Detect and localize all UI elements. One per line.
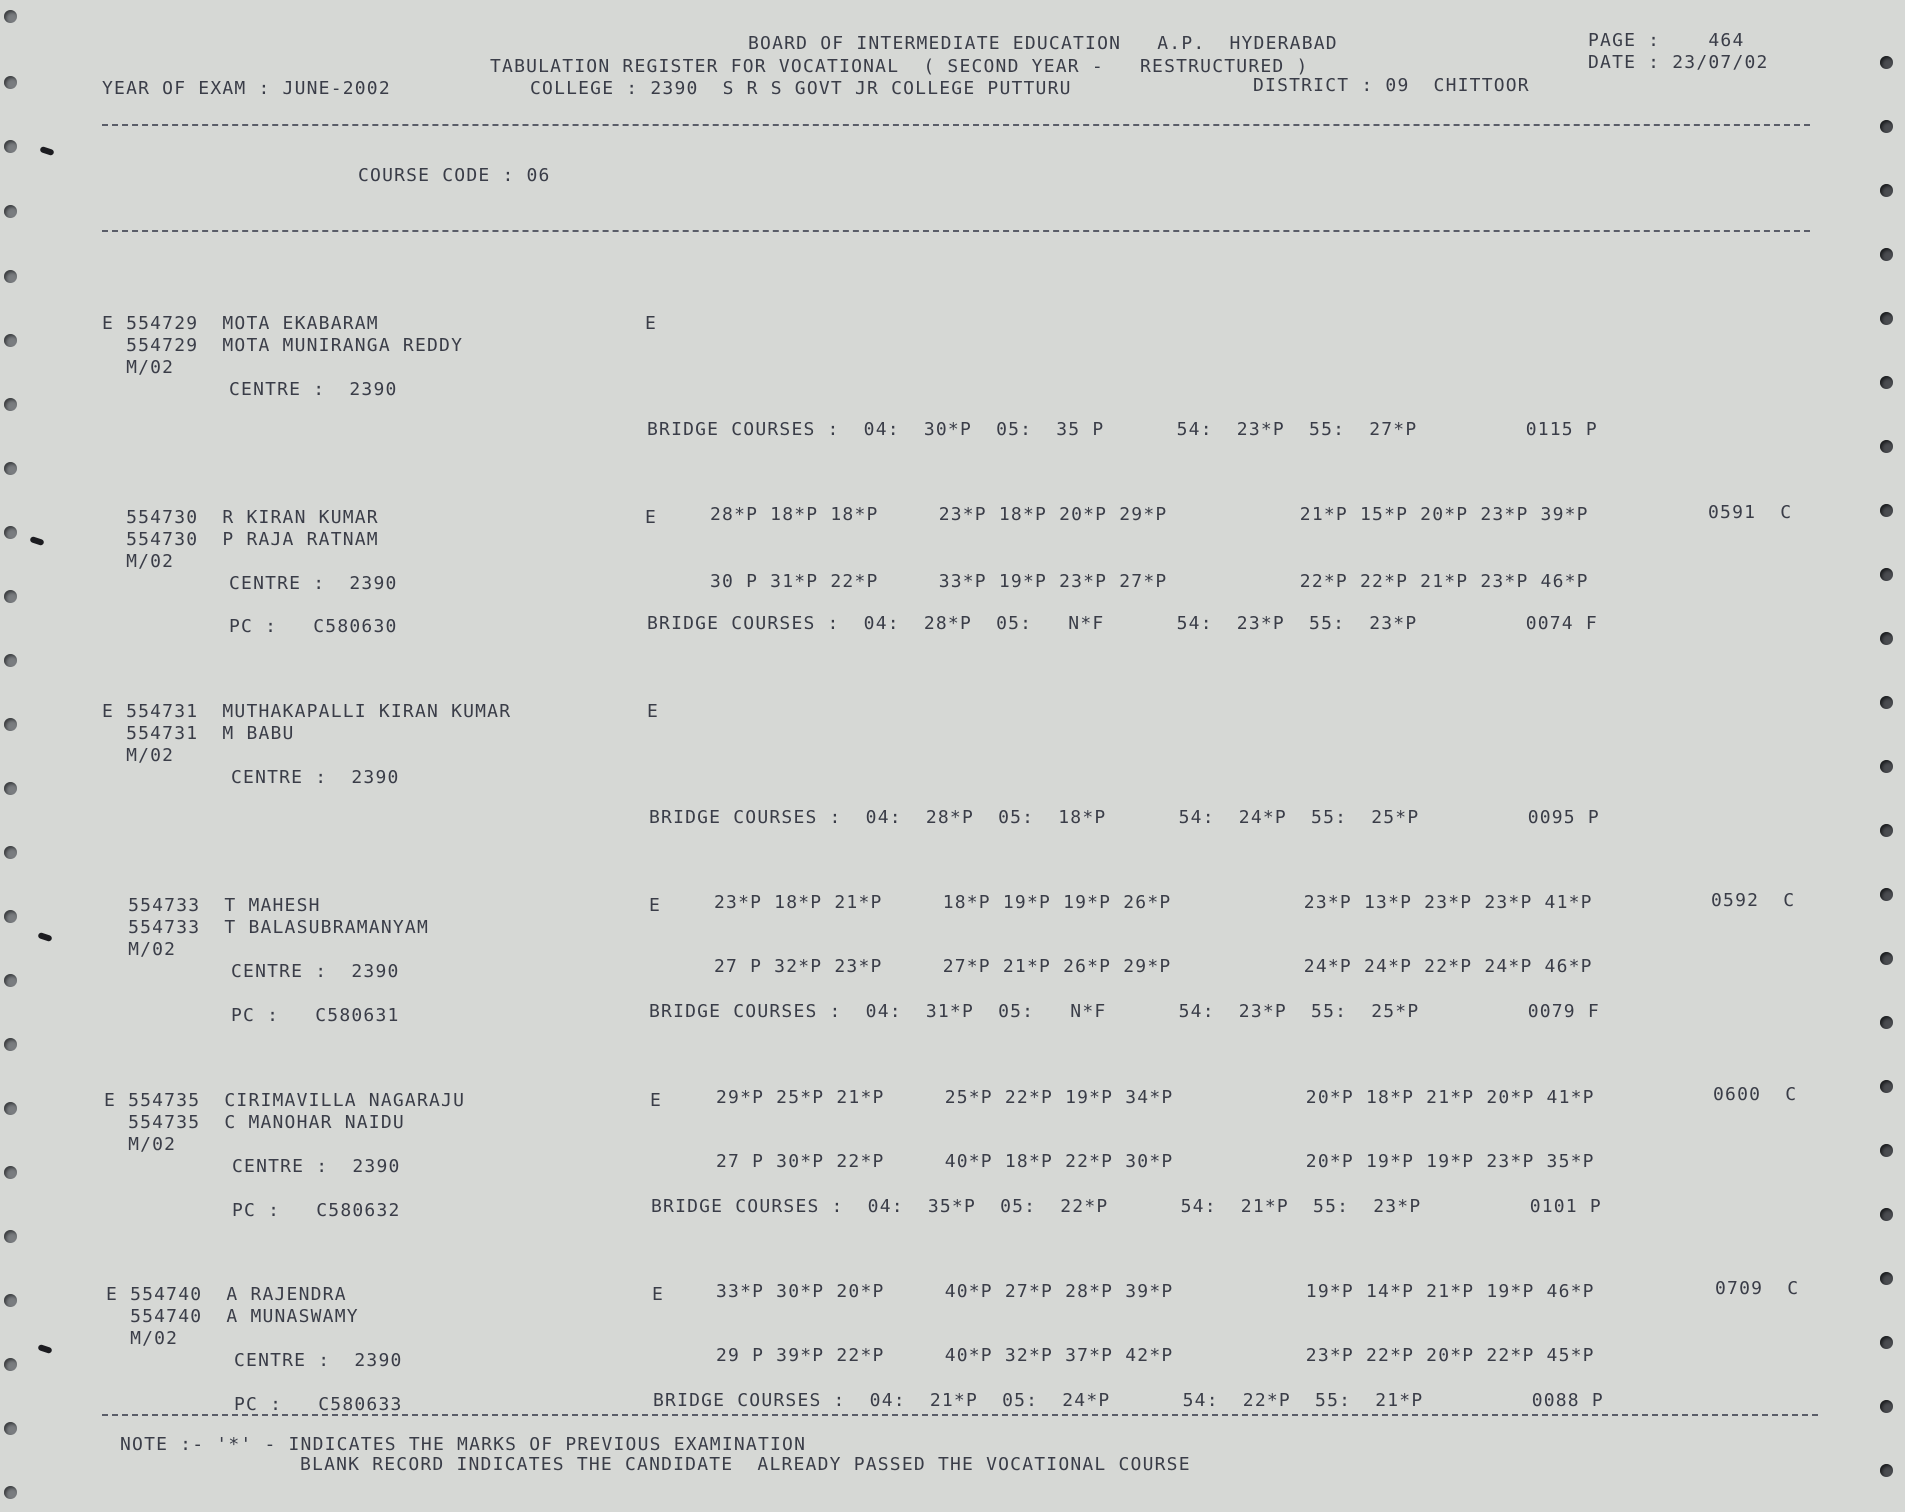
feed-hole <box>4 270 17 283</box>
feed-hole <box>4 590 17 603</box>
record-centre: CENTRE : 2390 <box>229 573 398 594</box>
record-marks-row1: 29*P 25*P 21*P 25*P 22*P 19*P 34*P 20*P 18*P 21*P 20*P 41*P <box>716 1087 1595 1108</box>
record-bridge-courses: BRIDGE COURSES : 04: 28*P 05: N*F 54: 23*P 55: 23*P 0074 F <box>647 613 1598 634</box>
feed-hole <box>4 10 17 23</box>
record-parent-name: 554729 MOTA MUNIRANGA REDDY <box>102 335 464 356</box>
feed-hole <box>1880 568 1893 581</box>
feed-hole <box>4 205 17 218</box>
record-pc: PC : C580632 <box>232 1200 401 1221</box>
record-pc: PC : C580631 <box>231 1005 400 1026</box>
feed-hole <box>4 526 17 539</box>
feed-hole <box>4 1294 17 1307</box>
record-id-name: E 554735 CIRIMAVILLA NAGARAJU <box>104 1090 466 1111</box>
feed-hole <box>1880 632 1893 645</box>
record-flag: E <box>647 701 660 722</box>
feed-hole <box>1880 1400 1893 1413</box>
feed-hole <box>1880 1272 1893 1285</box>
dashed-divider-course <box>102 230 1810 232</box>
record-bridge-courses: BRIDGE COURSES : 04: 31*P 05: N*F 54: 23*P 55: 25*P 0079 F <box>649 1001 1600 1022</box>
record-flag: E <box>652 1284 665 1305</box>
record-pc: PC : C580630 <box>229 616 398 637</box>
feed-hole <box>1880 888 1893 901</box>
record-session: M/02 <box>102 745 175 766</box>
record-centre: CENTRE : 2390 <box>231 767 400 788</box>
ink-mark <box>39 146 54 156</box>
feed-hole <box>4 1230 17 1243</box>
record-marks-row1: 33*P 30*P 20*P 40*P 27*P 28*P 39*P 19*P 14*P 21*P 19*P 46*P <box>716 1281 1595 1302</box>
record-total: 0600 C <box>1713 1084 1798 1105</box>
record-parent-name: 554735 C MANOHAR NAIDU <box>104 1112 405 1133</box>
record-session: M/02 <box>102 551 175 572</box>
record-id-name: E 554731 MUTHAKAPALLI KIRAN KUMAR <box>102 701 512 722</box>
feed-hole <box>1880 696 1893 709</box>
feed-hole <box>4 846 17 859</box>
record-id-name: 554733 T MAHESH <box>104 895 321 916</box>
feed-hole <box>1880 1336 1893 1349</box>
record-centre: CENTRE : 2390 <box>234 1350 403 1371</box>
feed-hole <box>1880 440 1893 453</box>
record-centre: CENTRE : 2390 <box>232 1156 401 1177</box>
feed-hole <box>1880 248 1893 261</box>
feed-hole <box>1880 120 1893 133</box>
record-total: 0592 C <box>1711 890 1796 911</box>
dashed-divider-bottom <box>102 1414 1818 1416</box>
record-session: M/02 <box>106 1328 179 1349</box>
record-bridge-courses: BRIDGE COURSES : 04: 35*P 05: 22*P 54: 21*P 55: 23*P 0101 P <box>651 1196 1602 1217</box>
feed-hole <box>4 462 17 475</box>
feed-hole <box>1880 376 1893 389</box>
record-marks-row2: 27 P 32*P 23*P 27*P 21*P 26*P 29*P 24*P 24*P 22*P 24*P 46*P <box>714 956 1593 977</box>
record-session: M/02 <box>104 1134 177 1155</box>
feed-hole <box>4 76 17 89</box>
record-marks-row2: 27 P 30*P 22*P 40*P 18*P 22*P 30*P 20*P 19*P 19*P 23*P 35*P <box>716 1151 1595 1172</box>
feed-hole <box>4 718 17 731</box>
feed-hole <box>1880 824 1893 837</box>
record-session: M/02 <box>102 357 175 378</box>
record-id-name: E 554729 MOTA EKABARAM <box>102 313 379 334</box>
feed-hole <box>4 140 17 153</box>
record-total: 0591 C <box>1708 502 1793 523</box>
note-line-1: NOTE :- '*' - INDICATES THE MARKS OF PREVIOUS EXAMINATION <box>120 1434 807 1455</box>
feed-hole <box>4 1038 17 1051</box>
note-line-2: BLANK RECORD INDICATES THE CANDIDATE ALREADY PASSED THE VOCATIONAL COURSE <box>300 1454 1191 1475</box>
record-parent-name: 554733 T BALASUBRAMANYAM <box>104 917 429 938</box>
record-id-name: 554730 R KIRAN KUMAR <box>102 507 379 528</box>
dashed-divider-top <box>102 124 1810 126</box>
feed-hole <box>4 974 17 987</box>
record-parent-name: 554740 A MUNASWAMY <box>106 1306 359 1327</box>
feed-hole <box>1880 312 1893 325</box>
record-bridge-courses: BRIDGE COURSES : 04: 30*P 05: 35 P 54: 23*P 55: 27*P 0115 P <box>647 419 1598 440</box>
feed-hole <box>1880 952 1893 965</box>
record-marks-row2: 30 P 31*P 22*P 33*P 19*P 23*P 27*P 22*P 22*P 21*P 23*P 46*P <box>710 571 1589 592</box>
feed-hole <box>4 1102 17 1115</box>
board-title: BOARD OF INTERMEDIATE EDUCATION A.P. HYDERABAD <box>748 33 1338 54</box>
page-number: PAGE : 464 <box>1588 30 1745 51</box>
feed-hole <box>4 398 17 411</box>
feed-hole <box>4 1166 17 1179</box>
record-flag: E <box>650 1090 663 1111</box>
record-parent-name: 554731 M BABU <box>102 723 295 744</box>
record-id-name: E 554740 A RAJENDRA <box>106 1284 347 1305</box>
feed-hole <box>4 1422 17 1435</box>
register-title: TABULATION REGISTER FOR VOCATIONAL ( SECOND YEAR - RESTRUCTURED ) <box>490 56 1309 77</box>
record-centre: CENTRE : 2390 <box>231 961 400 982</box>
feed-hole <box>4 1358 17 1371</box>
year-of-exam: YEAR OF EXAM : JUNE-2002 <box>102 78 391 99</box>
record-flag: E <box>645 507 658 528</box>
record-total: 0709 C <box>1715 1278 1800 1299</box>
college-info: COLLEGE : 2390 S R S GOVT JR COLLEGE PUTTURU <box>530 78 1072 99</box>
feed-hole <box>1880 1464 1893 1477</box>
ink-mark <box>37 1344 52 1354</box>
course-code: COURSE CODE : 06 <box>358 165 551 186</box>
feed-hole <box>1880 760 1893 773</box>
feed-hole <box>4 910 17 923</box>
feed-hole <box>1880 504 1893 517</box>
feed-hole <box>1880 56 1893 69</box>
record-session: M/02 <box>104 939 177 960</box>
feed-hole <box>1880 1080 1893 1093</box>
print-date: DATE : 23/07/02 <box>1588 52 1769 73</box>
record-marks-row1: 28*P 18*P 18*P 23*P 18*P 20*P 29*P 21*P 15*P 20*P 23*P 39*P <box>710 504 1589 525</box>
feed-hole <box>4 1486 17 1499</box>
record-bridge-courses: BRIDGE COURSES : 04: 21*P 05: 24*P 54: 22*P 55: 21*P 0088 P <box>653 1390 1604 1411</box>
feed-hole <box>4 654 17 667</box>
record-pc: PC : C580633 <box>234 1394 403 1415</box>
feed-hole <box>1880 1016 1893 1029</box>
ink-mark <box>37 932 52 942</box>
record-marks-row2: 29 P 39*P 22*P 40*P 32*P 37*P 42*P 23*P 22*P 20*P 22*P 45*P <box>716 1345 1595 1366</box>
record-flag: E <box>645 313 658 334</box>
record-parent-name: 554730 P RAJA RATNAM <box>102 529 379 550</box>
feed-hole <box>1880 1144 1893 1157</box>
record-marks-row1: 23*P 18*P 21*P 18*P 19*P 19*P 26*P 23*P 13*P 23*P 23*P 41*P <box>714 892 1593 913</box>
record-flag: E <box>649 895 662 916</box>
district-info: DISTRICT : 09 CHITTOOR <box>1253 75 1530 96</box>
record-centre: CENTRE : 2390 <box>229 379 398 400</box>
feed-hole <box>1880 184 1893 197</box>
feed-hole <box>4 782 17 795</box>
record-bridge-courses: BRIDGE COURSES : 04: 28*P 05: 18*P 54: 24*P 55: 25*P 0095 P <box>649 807 1600 828</box>
feed-hole <box>4 334 17 347</box>
ink-mark <box>29 536 44 546</box>
feed-hole <box>1880 1208 1893 1221</box>
